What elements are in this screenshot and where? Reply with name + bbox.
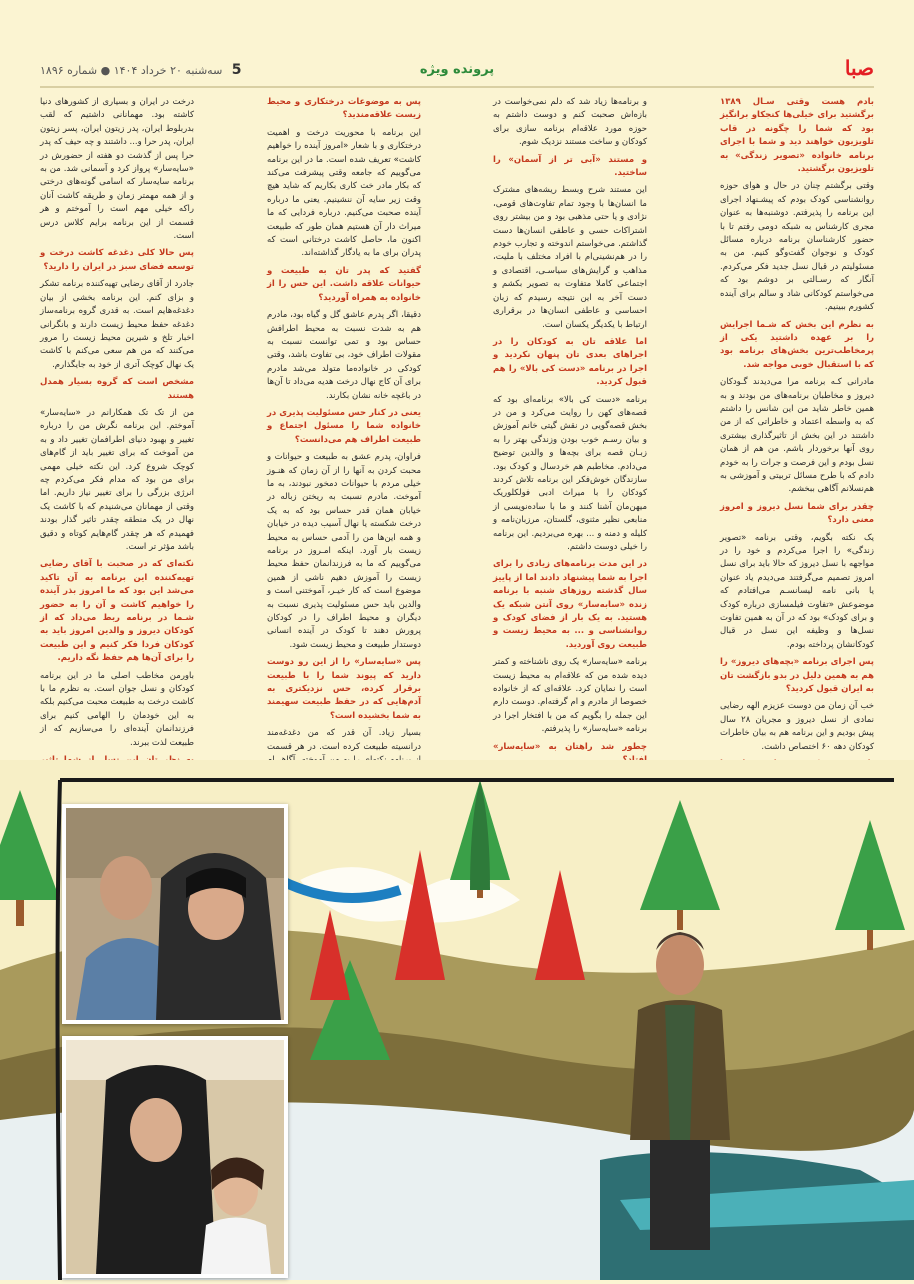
interview-answer: بسیار زیاد. آن قدر که من دغدغه‌مند درانسیته طبیعت کرده است. در هر قسمت bbox=[267, 728, 421, 752]
interview-question: بادم هست وقتی سـال ۱۳۸۹ برگشتید برای خیلی‌ها کنجکاو برانگیز بود که شما را چگونه در قاب تلویزیون خواهند دید و شما با اجرای برنامه خانواده «تصویر زندگی» به تلویزیون برگشتید. bbox=[720, 97, 874, 175]
interview-question: پس «سایه‌سار» را از این رو دوست دارید که پیوند شما را با طبیعت برقرار کرده، حس نزدیکتری به آدم‌هایی که در حفظ طبیعت سهیمند به شما بخشیده است؟ bbox=[267, 657, 421, 721]
interview-answer: من از تک تک همکارانم در «سایه‌سار» آموختم. این برنامه نگرش من را درباره تغییر و بهبود دنیای اطرافمان تغییر داد و به من آموخت که برای تغییر باید از گام‌های کوچک شروع کرد. این نکته خیلی مهمی برای من بود که مدام فکر می‌کردم چه انرژی بزرگی را برای تغییر نیاز داریم. اما وقتی از مهمانان می‌شنیدم که با کاشت یک نهال در یک منطقه چقدر تاثیر گذار بودند فهمیدم که هر چقدر گام‌هایم کوتاه و دقیق باشد مؤثر تر است. bbox=[40, 407, 194, 552]
article-column-3 bbox=[267, 96, 421, 752]
interview-answer: فراوان، پدرم عشق به طبیعت و حیوانات و محبت کردن به آنها را از آن زمان که هنـوز خیلی مردم با حیوانات دمخور نبودند، به ما آموخت. مادرم نسبت به ریختن زباله در خیابان همان قدر حساس بود که به یک درخت شکسته یا نهال آسیب دیده در خیابان و همه این‌ها من را آدمی حساس به محیط زیست بار آورد. اینکه امـروز در برنامه می‌گوییم که ما به فرزندانمان حفظ محیط زیست را آموزش دهیم ناشی از همین موضوع است که کار خیـر، آموختنی است و والدین باید حس مسئولیت پذیری نسبت به دیگران و محیط اطراف را در کودکان پرورش دهند تا کودک در آینده انسانی دوستدار طبیعت و محیط زیست شود. bbox=[267, 452, 421, 650]
photo-mother-child bbox=[62, 1036, 288, 1278]
interview-question: در این مدت برنامه‌های زیادی را برای اجرا به شما پیشنهاد دادند اما از پاییز سال گذشته روزهای شنبه با برنامه زنده «سابه‌سار» روی آنتن شبکه یک هستید. به یک بار از فضای کودک و روانشناسی و ... به محیط زیست و طبیعت روی آوردید. bbox=[493, 559, 647, 650]
interview-question: و مستند «آبی تر از آسمان» را ساختید. bbox=[493, 154, 647, 179]
interview-answer: دقیقا، اگر پدرم عاشق گل و گیاه بود، مادرم هم به شدت نسبت به محیط اطرافش حساس بود و تمی توانست نسبت به مقولات اطراف خود، بی تفاوت باشد، وقتی کودکی در خانواده‌ما متولد می‌شد مادرم برای آن کاج نهال درخت هدیه می‌داد تا آن‌ها در باغچه خانه نشان بکارند. bbox=[267, 310, 421, 401]
illustration-area bbox=[0, 760, 914, 1280]
interview-question: پس اجرای برنامه «بچه‌های دیروز» را هم به همین دلیل در بدو بازگشت تان به ایران قبول کردید؟ bbox=[720, 657, 874, 695]
interview-answer: برنامه «سایه‌سار» یک روی ناشناخته و کمتر دیده شده من که علاقه‌ام به محیط زیست است را نمایان کرد. علاقه‌ای که از خانواده خصوصا از مادرم و ام گرفته‌ام. دوست دارم این جمله را بگویم که من با افتخار اجرا در برنامه «سایه‌سار» را پذیرفتم. bbox=[493, 657, 647, 735]
interview-answer: جادرد از آقای رضایی تهیه‌کننده برنامه تشکر و بزای کنم. این برنامه بخشی از بیان دغدغه‌هایم است. به قدری گروه برنامه‌ساز دغدغه حفظ محیط زیست دارند و بانگرانی اخبار تلخ و شیرین محیط زیست را مرور می‌کنند که من هم سعی می‌کنم با کاشت یک نهال کوچک آتری از خود به جایگذارم. bbox=[40, 279, 194, 370]
interview-question: پس حالا کلی دغدغه کاشت درخت و توسعه فضای سبز در ایران را دارید؟ bbox=[40, 248, 194, 272]
article-column-1 bbox=[720, 96, 874, 752]
interview-answer: این برنامه با محوریت درخت و اهمیت درختکاری و با شعار «امروز آینده را خواهیم کاشت» تعریف شده است. ما در این برنامه می‌گوییم که جامعه وقتی پیشرفت می‌کند که بکار مادر خت کاری بکاریم که شاید هیچ وقت زیر سایه آن ننشینیم. یعنی ما درباره آینده صحبت می‌کنیم. درباره فردایی که ما میراث دار آن هستیم همان طور که طبیعت اکنون ما، حاصل کاشت درختانی است که پدران برای ما به یادگار گذاشته‌اند. bbox=[267, 127, 421, 259]
interview-answer: درخت در ایران و بسیاری از کشورهای دنیا کاشته بود. مهمانانی داشتیم که لقب بدربلوط ایران، پدر زیتون ایران، پسر زیتون ایران، پدر حرا و... داشتند و چه حیف که پدر حرا پس از گذشت دو هفته از حضورش در «سایه‌سار» پرواز کرد و آسمانی شد. من به برنامه سایه‌سار که اسامی گونه‌های درختی و از همه مهمتر زمان و طریقه کاشت آنان راکه خیلی مهم است را آموختم و هر قسمت از این برنامه برایم کلاس درس است. bbox=[40, 97, 194, 242]
interview-question: مشخص است که گروه بسیار همدل هستند bbox=[40, 377, 194, 401]
interview-question: پس به موضوعات درختکاری و محیط زیست علاقه‌مندید؟ bbox=[267, 97, 421, 121]
issue-info bbox=[40, 62, 242, 78]
article-column-4 bbox=[40, 96, 194, 746]
interview-answer: خب آن زمان من دوست عزیزم الهه رضایی نمادی از نسل دیروز و مجریان ۲۸ سال پیش بودیم و این برنامه هم به بیان خاطرات کودکان دهه ۶۰ اختصاص داشت. bbox=[720, 701, 874, 752]
issue-date: سه‌شنبه ۲۰ خرداد ۱۴۰۴ ● شماره ۱۸۹۶ bbox=[40, 64, 223, 77]
page-header bbox=[40, 56, 874, 88]
page-number: 5 bbox=[231, 62, 242, 78]
interview-answer: یک نکته بگویم، وقتی برنامه «تصویر زندگی» را اجرا می‌کردم و خود را در مواجهه با نسل دیروز که حالا باید برای نسل امروز تصمیم می‌گرفتند می‌دیدم یاد عنوان یا بانی نامه لیسانسـم می‌افتادم که موضوعش «تفاوت فیلمسازی درباره کودک و برای کودک» بود که در آن به همین تفاوت نسل‌ها و وظیفه این نسل در قبال کودکانشان پرداخته بودم. bbox=[720, 532, 874, 650]
photo-elderly-couple bbox=[62, 804, 288, 1024]
interview-answer: و برنامه‌ها زیاد شد که دلم نمی‌خواست در بازه‌اش صحبت کنم و دوست داشتم به حوزه مورد علاقه‌ام برنامه سازی برای کودکان و ساخت مستند نزدیک شوم. bbox=[493, 97, 647, 148]
interview-question: گفتید که پدر تان به طبیعت و حیوانات علاقه داشت. این حس را از خانواده به همراه آورديد؟ bbox=[267, 265, 421, 303]
interview-answer: این مستند شرح وبسط ریشه‌های مشترک ما انسان‌ها با وجود تمام تفاوت‌های قومی، نژادی و یا حتی مذهبی بود و من بیشتر روی اشتراکات حسی و عاطفی انسان‌ها دست گذاشتم. می‌خواستم اندوخته و تجارب خودم را در هم‌نشینی‌ام با افراد مختلف با ملیت، مذاهب و گرایش‌های سیاسـی، اقتصادی و اجتماعی کاملا متفاوت به تصویر بکشم و دست آخر به این نتیجه رسیدم که زبان احساسی و عاطفی انسان‌ها در برقراری ارتباط با یکدیگر یکسان است. bbox=[493, 185, 647, 330]
section-title: پرونده ویژه bbox=[419, 62, 495, 77]
article-body bbox=[40, 96, 874, 752]
interview-question: به نظرم این بخش که شـما اجرایش را بر عهده داشتید یکی از پرمخاطب‌ترین بخش‌های برنامه بود که با استقبال خوبی مواجه شد. bbox=[720, 319, 874, 370]
interview-question: اما علاقه تان به کودکان را در اجراهای بعدی تان پنهان نکردید و اجرا در برنامه «دست کی بالا» را هم قبول کردید. bbox=[493, 336, 647, 388]
interview-answer: برنامه «دست کی بالا» برنامه‌ای بود که قصه‌های کهن را روایت می‌کرد و من در بخش قصه‌گویی در نقش گیتی خانم آموزش و بیان رسـم خوب بودن وزندگی بهتر را به زبـان قصه برای بچه‌ها و والدین توضیح می‌دادم. مخاطبم هم خردسال و کودک بود. سازندگان خوش‌فکر این برنامه تلاش کردند کودکان را با میراث ادبی فولکلوریک میهن‌مان آشنا کنند و ما با ساده‌نویسی از منابعی نظیر مثنوی، گلستان، مرزبان‌نامه و کلیله و دمنه و ... بهره می‌بردیم. این برنامه را خیلی دوست داشتم. bbox=[493, 394, 647, 552]
mother-child-photo-art bbox=[66, 1040, 284, 1274]
interview-answer: مادرانی کـه برنامه مرا می‌دیدند گـودکان دیروز و مخاطبان برنامه‌های من بودند و به همین خاطر شاید من این شانس را داشتم که به واسطه اعتماد و خاطراتی که از من داشتند در این بخش از تاثیرگذاری بیشتری روی آنها برخوردار باشم. من هم از همان نسل بودم و این فرصت و جرات را به خودم دادم که با طرح مسائل تربیتی و آموزشی به هم‌نسلانم آگاهی ببخشم. bbox=[720, 377, 874, 495]
elderly-couple-photo-art bbox=[66, 808, 284, 1020]
interview-question: نکته‌ای که در صحبت با آقای رضایی تهیه‌کننده این برنامه به آن تاکید می‌شد این بود که ما امروز بذر آینده را خواهیم کاشت و آن را به حضور شـما در برنامه ربط می‌داد که از کودکان دیروز و والدین امروز باید به کودکان فردا فکر کنیم و این طبیعت را برای آن‌ها هم حفظ نگه داریم. bbox=[40, 559, 194, 664]
interview-answer: وقتی برگشتم چنان در حال و هوای حوزه روانشناسی کودک بودم که پیشـنهاد اجرای این برنامه را پذیرفتم. دوشنبه‌ها به عنوان مجری کارشناس به شبکه دومی رفتم تا با حضور کارشناسان برنامه درباره مسائل کودک و نوجوان گفت‌وگو کنیم. من به مسئولیتم در قبال نسل جدید فکر می‌کردم. آنگار که رسـالتی بر دوشم بود که می‌خواستم کودکانی شاد و سالم برای آینده کشورم ببینیم. bbox=[720, 181, 874, 313]
magazine-logo: صبا bbox=[844, 56, 874, 80]
interview-question: چطور شد راهتان به «سایه‌سار» bbox=[493, 741, 647, 752]
interview-question: یعنی در کنار حس مسئولیت پذیری در خانواده شما را مسئول اجتماع و طبیعت اطراف هم می‌دانست؟ bbox=[267, 407, 421, 445]
interview-answer: باورمن مخاطب اصلی ما در این برنامه کودکان و نسل جوان است. به نظرم ما با کاشت درخت به طبیعت محبت می‌کنیم بلکه به این خودمان را الهامی کنیم برای فرزندانمان آینده‌ای را می‌سازیم که از طبیعت لذت ببرند. bbox=[40, 670, 194, 748]
interview-question: چقدر برای شما نسل دیروز و امروز معنی دارد؟ bbox=[720, 501, 874, 526]
article-column-2 bbox=[493, 96, 647, 752]
